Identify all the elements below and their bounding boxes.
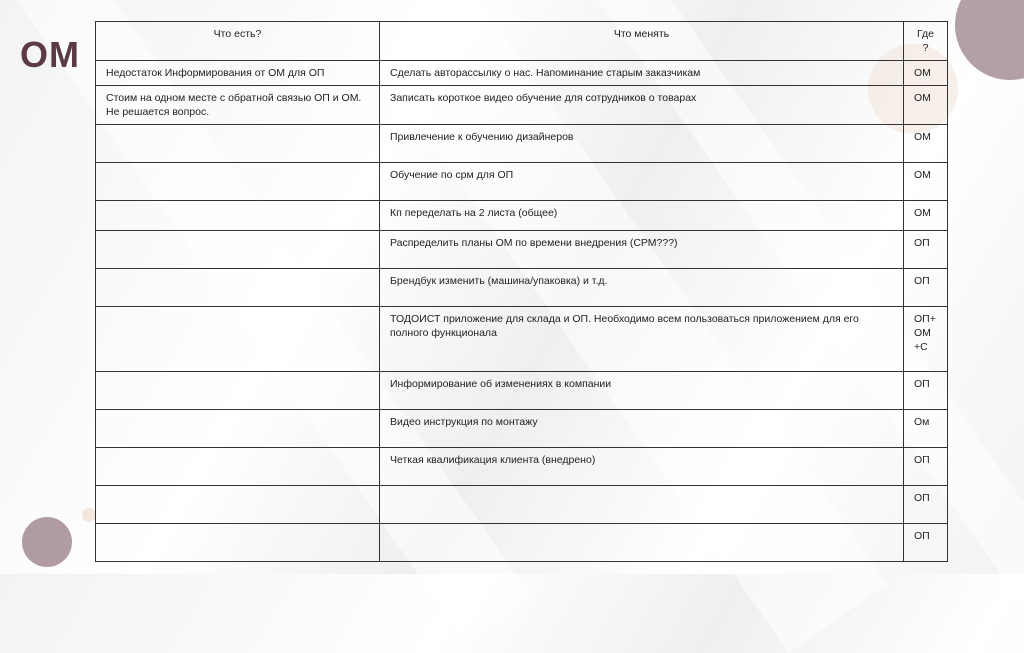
cell-where: ОП — [904, 231, 948, 269]
cell-what: Стоим на одном месте с обратной связью ОП и ОМ. Не решается вопрос. — [96, 86, 380, 125]
table-header-row — [96, 22, 948, 61]
cell-what — [96, 524, 380, 562]
table-row — [96, 524, 948, 562]
cell-change — [380, 486, 904, 524]
table-row — [96, 231, 948, 269]
cell-change: Видео инструкция по монтажу — [380, 410, 904, 448]
table-row — [96, 163, 948, 201]
decor-circle-small — [82, 508, 96, 522]
cell-change: Четкая квалификация клиента (внедрено) — [380, 448, 904, 486]
cell-what — [96, 486, 380, 524]
decor-circle-top — [955, 0, 1024, 80]
cell-change: Информирование об изменениях в компании — [380, 372, 904, 410]
cell-change: Привлечение к обучению дизайнеров — [380, 125, 904, 163]
cell-where: ОМ — [904, 86, 948, 125]
table-row — [96, 201, 948, 231]
cell-where: ОП — [904, 486, 948, 524]
cell-change: ТОДОИСТ приложение для склада и ОП. Необходимо всем пользоваться приложением для его полного функционала — [380, 307, 904, 372]
cell-what — [96, 125, 380, 163]
cell-where: Ом — [904, 410, 948, 448]
cell-what — [96, 163, 380, 201]
table-row — [96, 269, 948, 307]
cell-what: Недостаток Информирования от ОМ для ОП — [96, 61, 380, 86]
cell-change: Кп переделать на 2 листа (общее) — [380, 201, 904, 231]
cell-change: Сделать авторассылку о нас. Напоминание старым заказчикам — [380, 61, 904, 86]
cell-where: ОМ — [904, 163, 948, 201]
header-where: Где ? — [904, 22, 948, 61]
cell-what — [96, 307, 380, 372]
cell-change: Распределить планы ОМ по времени внедрения (СРМ???) — [380, 231, 904, 269]
cell-where: ОМ — [904, 125, 948, 163]
cell-where: ОП+ ОМ +С — [904, 307, 948, 372]
cell-where: ОП — [904, 524, 948, 562]
table-row — [96, 410, 948, 448]
cell-what — [96, 201, 380, 231]
table-row — [96, 125, 948, 163]
cell-where: ОП — [904, 448, 948, 486]
table-row — [96, 372, 948, 410]
table-row — [96, 86, 948, 125]
header-change: Что менять — [380, 22, 904, 61]
cell-where: ОП — [904, 372, 948, 410]
cell-change: Записать короткое видео обучение для сотрудников о товарах — [380, 86, 904, 125]
cell-where: ОП — [904, 269, 948, 307]
cell-change: Обучение по срм для ОП — [380, 163, 904, 201]
slide-title: ОМ — [20, 34, 80, 75]
cell-what — [96, 372, 380, 410]
cell-what — [96, 448, 380, 486]
table-row — [96, 307, 948, 372]
cell-change — [380, 524, 904, 562]
cell-what — [96, 269, 380, 307]
table-row — [96, 61, 948, 86]
decor-circle-bottom — [22, 517, 72, 567]
header-what: Что есть? — [96, 22, 380, 61]
cell-where: ОМ — [904, 201, 948, 231]
cell-what — [96, 231, 380, 269]
om-table — [95, 21, 948, 562]
cell-where: ОМ — [904, 61, 948, 86]
table-row — [96, 448, 948, 486]
cell-change: Брендбук изменить (машина/упаковка) и т.д. — [380, 269, 904, 307]
table-row — [96, 486, 948, 524]
cell-what — [96, 410, 380, 448]
